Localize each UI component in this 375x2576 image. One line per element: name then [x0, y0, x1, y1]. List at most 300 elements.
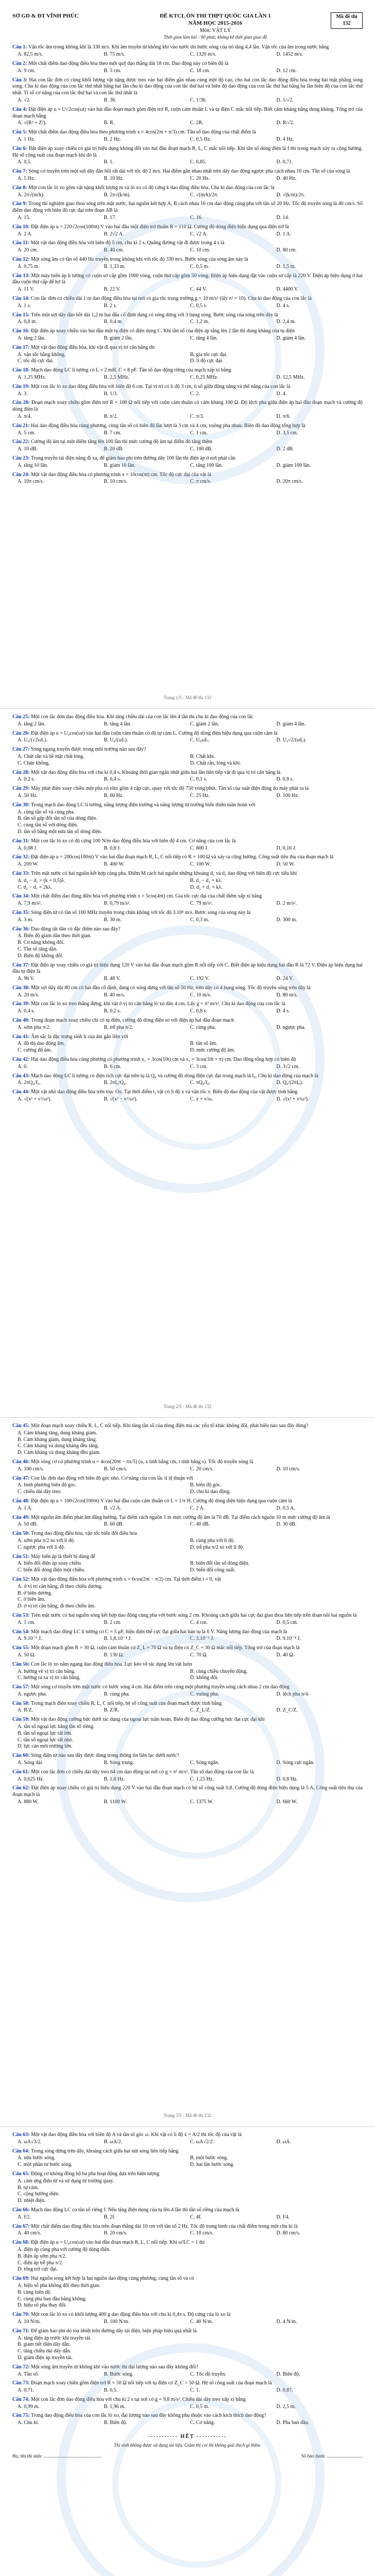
- answer-option[interactable]: D. 1 A.: [276, 231, 292, 237]
- answer-option[interactable]: A. 0,99 m.: [18, 2403, 40, 2410]
- answer-option[interactable]: C. d₂ − d₁ = 2kλ.: [18, 884, 53, 890]
- answer-option[interactable]: C. Tần số tăng dần.: [18, 946, 58, 952]
- answer-option[interactable]: A. 0,4 s.: [18, 1008, 35, 1014]
- answer-option[interactable]: C. cùng tần số với dòng điện.: [18, 822, 78, 828]
- answer-option[interactable]: A. 50 Hz.: [18, 792, 38, 799]
- answer-option[interactable]: C. cường độ âm.: [18, 1047, 52, 1054]
- answer-option[interactable]: B. cùng biên độ.: [18, 2289, 52, 2295]
- answer-option[interactable]: C. 0,5 s.: [190, 302, 208, 309]
- answer-option[interactable]: A. f/2.: [18, 2214, 31, 2220]
- answer-option[interactable]: C. 800 J.: [190, 845, 209, 851]
- answer-option[interactable]: D. Chất rắn, lỏng và khí.: [190, 760, 241, 766]
- answer-option[interactable]: A. 50 dB.: [18, 1521, 38, 1528]
- answer-option[interactable]: D. 50 W.: [276, 861, 295, 868]
- answer-option[interactable]: A. d₂ − d₁ = (k + 0,5)λ.: [18, 877, 65, 884]
- answer-option[interactable]: A. tăng 2 lần.: [18, 335, 46, 341]
- answer-option[interactable]: D. lực cản môi trường lớn.: [18, 1743, 73, 1750]
- answer-option[interactable]: D. 80 m/s.: [276, 992, 298, 998]
- answer-option[interactable]: C. 10 m/s.: [190, 992, 212, 998]
- answer-option[interactable]: B. 22 V.: [104, 286, 121, 293]
- answer-option[interactable]: B. 2 Hz.: [104, 137, 121, 143]
- answer-option[interactable]: B. điện áp sớm pha π/2.: [18, 2253, 67, 2259]
- answer-option[interactable]: A. 0.: [18, 1063, 28, 1070]
- answer-option[interactable]: B. U₀/(ωL).: [104, 737, 128, 743]
- answer-option[interactable]: C. U₀ωL.: [190, 737, 210, 743]
- answer-option[interactable]: C. πQ₀/I₀.: [190, 1080, 211, 1086]
- answer-option[interactable]: D. U₀√2/(ωL).: [276, 737, 306, 743]
- answer-option[interactable]: A. vận tốc bằng không.: [18, 351, 66, 358]
- answer-option[interactable]: B. d₂ − d₁ = kλ.: [190, 877, 223, 884]
- answer-option[interactable]: B. biến đổi tần số dòng điện.: [190, 1561, 249, 1567]
- answer-option[interactable]: B. cùng chiều chuyển động.: [190, 1668, 248, 1674]
- answer-option[interactable]: A. 2πQ₀/I₀.: [18, 1080, 41, 1086]
- answer-option[interactable]: A. tần số ngoại lực bằng tần số riêng.: [18, 1724, 95, 1730]
- answer-option[interactable]: B. 10 Hz.: [104, 176, 124, 182]
- answer-option[interactable]: D. tần số bằng một nửa tần số dòng điện.: [18, 828, 103, 835]
- answer-option[interactable]: D. 4 s.: [276, 302, 290, 309]
- answer-option[interactable]: B. tần số ngoại lực rất lớn.: [18, 1730, 73, 1736]
- answer-option[interactable]: D. ở vị trí cân bằng, đi theo chiều âm.: [18, 1603, 96, 1609]
- answer-option[interactable]: A. hiệu số pha không đổi theo thời gian.: [18, 2282, 100, 2289]
- answer-option[interactable]: A. 0,71.: [18, 2387, 35, 2394]
- answer-option[interactable]: D. Biên độ.: [276, 2371, 300, 2377]
- answer-option[interactable]: C. x + v/ω.: [190, 1096, 213, 1103]
- answer-option[interactable]: B. 1,8.10⁻⁴ J.: [104, 1636, 132, 1642]
- answer-option[interactable]: C. 20 Hz.: [190, 176, 210, 182]
- answer-option[interactable]: A. 0,75 m.: [18, 263, 40, 269]
- answer-option[interactable]: B. 48 V.: [104, 976, 121, 982]
- answer-option[interactable]: C. vuông pha.: [190, 1691, 219, 1697]
- answer-option[interactable]: C. √2 A.: [190, 231, 208, 237]
- answer-option[interactable]: B. R.: [104, 120, 115, 126]
- candidate-name-field[interactable]: Họ, tên thí sinh: ..................................................: [12, 2453, 101, 2459]
- answer-option[interactable]: D. giảm 4 lần.: [276, 335, 306, 341]
- answer-option[interactable]: A. 0,08 J.: [18, 845, 38, 851]
- answer-option[interactable]: C. tốc độ cực đại.: [18, 358, 54, 364]
- answer-option[interactable]: C. 100 dB.: [190, 446, 213, 452]
- answer-option[interactable]: B. 0,79 m/s².: [104, 901, 131, 907]
- answer-option[interactable]: C. 25 Hz.: [190, 792, 210, 799]
- answer-option[interactable]: C. 0,5 m.: [190, 263, 209, 269]
- answer-option[interactable]: C. 0,5 Hz.: [190, 137, 211, 143]
- answer-option[interactable]: D. 20π cm/s.: [276, 479, 303, 485]
- answer-option[interactable]: D. 40 Hz.: [276, 176, 297, 182]
- answer-option[interactable]: A. 880 W.: [18, 1799, 39, 1805]
- answer-option[interactable]: B. 2πI₀/Q₀.: [104, 1080, 127, 1086]
- answer-option[interactable]: C. 79 m/s².: [190, 901, 213, 907]
- answer-option[interactable]: A. 96 V.: [18, 976, 35, 982]
- answer-option[interactable]: C. 70 Ω.: [190, 1652, 208, 1658]
- answer-option[interactable]: C. Z_L/Z.: [190, 1707, 211, 1714]
- answer-option[interactable]: B. 60 dB.: [104, 1521, 124, 1528]
- answer-option[interactable]: B. gia tốc cực đại.: [190, 351, 228, 358]
- answer-option[interactable]: B. 20 dB.: [104, 446, 124, 452]
- answer-option[interactable]: C. 10 cm/s.: [190, 2230, 214, 2236]
- answer-option[interactable]: B. 20 cm/s.: [104, 2230, 128, 2236]
- answer-option[interactable]: C. Sóng ngắn.: [190, 1760, 219, 1766]
- answer-option[interactable]: C. 1 cm.: [190, 430, 208, 436]
- answer-option[interactable]: A. bình phương biên độ góc.: [18, 1482, 77, 1488]
- answer-option[interactable]: C. 2 A.: [190, 1505, 205, 1511]
- answer-option[interactable]: B. giảm 10 lần.: [104, 462, 135, 468]
- answer-option[interactable]: D. √(x² + v²ω²).: [276, 1096, 309, 1103]
- answer-option[interactable]: B. 0,4 m.: [104, 319, 123, 325]
- answer-option[interactable]: C. tăng chiều dài dây dẫn.: [18, 2348, 72, 2354]
- answer-option[interactable]: C. 1/36.: [190, 97, 207, 104]
- answer-option[interactable]: A. U₀/(√2ωL).: [18, 737, 48, 743]
- answer-option[interactable]: A. cảm ứng điện từ và sử dụng từ trường quay.: [18, 2178, 114, 2184]
- answer-option[interactable]: A. 40 cm/s.: [18, 2230, 42, 2236]
- answer-option[interactable]: B. cùng pha.: [104, 1691, 130, 1697]
- candidate-id-field[interactable]: Số báo danh: ...............................: [301, 2453, 363, 2459]
- answer-option[interactable]: A. 1 cm.: [18, 1619, 36, 1625]
- answer-option[interactable]: C. hướng ra xa vị trí cân bằng.: [18, 1675, 81, 1681]
- answer-option[interactable]: D. π/6.: [276, 413, 291, 419]
- answer-option[interactable]: A. đồ thị dao động âm.: [18, 1041, 65, 1047]
- answer-option[interactable]: D. 24 V.: [276, 976, 294, 982]
- answer-option[interactable]: C. 0,5 m.: [190, 2403, 209, 2410]
- answer-option[interactable]: D. Q₀/(2πI₀).: [276, 1080, 303, 1086]
- answer-option[interactable]: C. cùng pha ban đầu bằng không.: [18, 2296, 87, 2302]
- answer-option[interactable]: B. Cơ năng không đổi.: [18, 940, 64, 946]
- answer-option[interactable]: C. 0,3 m.: [190, 917, 209, 923]
- answer-option[interactable]: B. 1.: [104, 159, 114, 165]
- answer-option[interactable]: A. 9.10⁻⁵ J.: [18, 1636, 42, 1642]
- answer-option[interactable]: B. √(x² − v²/ω²).: [104, 1096, 138, 1103]
- answer-option[interactable]: D. không đổi.: [190, 1675, 218, 1681]
- answer-option[interactable]: C. chiều dài dây treo.: [18, 1489, 62, 1495]
- answer-option[interactable]: A. 200 W.: [18, 861, 39, 868]
- answer-option[interactable]: A. 0,625 Hz.: [18, 1776, 44, 1782]
- answer-option[interactable]: B. ở biên dương.: [18, 1590, 53, 1596]
- answer-option[interactable]: B. 400 W.: [104, 861, 125, 868]
- answer-option[interactable]: D. 40 Ω.: [276, 1652, 295, 1658]
- answer-option[interactable]: D. hai lần bước sóng.: [190, 2162, 234, 2168]
- answer-option[interactable]: D. 2 m/s².: [276, 901, 297, 907]
- answer-option[interactable]: A. 3.: [18, 391, 28, 397]
- answer-option[interactable]: C. 0,8 s.: [190, 1008, 208, 1014]
- answer-option[interactable]: C. 0,85.: [190, 159, 207, 165]
- answer-option[interactable]: A. π/4.: [18, 413, 32, 419]
- answer-option[interactable]: B. tần số âm.: [190, 1041, 217, 1047]
- answer-option[interactable]: C. 0,1 s.: [190, 776, 208, 783]
- answer-option[interactable]: C. Tốc độ truyền.: [190, 2371, 227, 2377]
- answer-option[interactable]: C. 192 V.: [190, 976, 210, 982]
- answer-option[interactable]: D. 4 Hz.: [276, 137, 294, 143]
- answer-option[interactable]: D. 3√2 cm.: [276, 1063, 300, 1070]
- answer-option[interactable]: A. 2π√(m/k).: [18, 192, 45, 198]
- answer-option[interactable]: D. giảm 4 lần.: [276, 721, 306, 727]
- answer-option[interactable]: C. tăng 4 lần.: [190, 335, 218, 341]
- answer-option[interactable]: A. 82,5 m/s.: [18, 52, 43, 58]
- answer-option[interactable]: D. 9.10⁻⁴ J.: [276, 1636, 301, 1642]
- answer-option[interactable]: D. 1,5 m.: [276, 263, 296, 269]
- answer-option[interactable]: D. 4 N/m.: [276, 2318, 297, 2325]
- answer-option[interactable]: A. 50 Ω.: [18, 1652, 36, 1658]
- answer-option[interactable]: C. Cảm kháng và dung kháng đều tăng.: [18, 1443, 99, 1449]
- answer-option[interactable]: C. √(m/k)/2π.: [190, 192, 218, 198]
- answer-option[interactable]: D. 660 W.: [276, 1799, 298, 1805]
- answer-option[interactable]: A. ở vị trí cân bằng, đi theo chiều dương.: [18, 1583, 103, 1589]
- answer-option[interactable]: B. 36.: [104, 97, 116, 104]
- answer-option[interactable]: C. 40 dB.: [190, 1521, 210, 1528]
- answer-option[interactable]: B. 1/3.: [104, 391, 118, 397]
- answer-option[interactable]: B. 40 m/s.: [104, 992, 125, 998]
- answer-option[interactable]: A. 10π cm/s.: [18, 479, 44, 485]
- answer-option[interactable]: B. một bước sóng.: [190, 2155, 228, 2161]
- answer-option[interactable]: A. Cảm kháng tăng, dung kháng giảm.: [18, 1430, 97, 1436]
- answer-option[interactable]: A. Chất rắn và bề mặt chất lỏng.: [18, 753, 84, 759]
- answer-option[interactable]: A. tăng điện áp trước khi truyền tải.: [18, 2335, 92, 2341]
- answer-option[interactable]: B. 2√2 A.: [104, 231, 124, 237]
- answer-option[interactable]: C. 0,25 MHz.: [190, 374, 218, 380]
- answer-option[interactable]: B. Cảm kháng giảm, dung kháng tăng.: [18, 1436, 97, 1443]
- answer-option[interactable]: A. 5 Hz.: [18, 176, 35, 182]
- answer-option[interactable]: A. 9 cm.: [18, 67, 36, 74]
- answer-option[interactable]: B. 2 s.: [104, 302, 117, 309]
- answer-option[interactable]: C. 3.10⁻⁵ J.: [190, 1636, 214, 1642]
- answer-option[interactable]: C. điện áp trễ pha π/2.: [18, 2260, 63, 2266]
- answer-option[interactable]: B. trễ pha π/2.: [104, 1024, 133, 1030]
- answer-option[interactable]: C. 16.: [190, 215, 203, 221]
- answer-option[interactable]: D. li độ cực đại.: [190, 358, 224, 364]
- answer-option[interactable]: C. 1375 W.: [190, 1799, 214, 1805]
- answer-option[interactable]: D. hiệu số pha thay đổi.: [18, 2302, 67, 2309]
- answer-option[interactable]: B. 3 cm.: [104, 67, 122, 74]
- answer-option[interactable]: A. 1 s.: [18, 302, 31, 309]
- answer-option[interactable]: C. tăng 100 lần.: [190, 462, 223, 468]
- answer-option[interactable]: B. 10 cm/s.: [104, 479, 128, 485]
- answer-option[interactable]: D. 0,8 Hz.: [276, 1776, 298, 1782]
- answer-option[interactable]: A. 10 dB.: [18, 446, 38, 452]
- answer-option[interactable]: B. 0,5.: [104, 2387, 118, 2394]
- answer-option[interactable]: A. Chu kì.: [18, 2420, 39, 2426]
- answer-option[interactable]: C. ngược pha với li độ.: [18, 1544, 65, 1550]
- answer-option[interactable]: D. 2,4 m.: [276, 319, 296, 325]
- answer-option[interactable]: D. 1/√2.: [276, 97, 294, 104]
- answer-option[interactable]: B. Bước sóng.: [104, 2371, 133, 2377]
- answer-option[interactable]: D. 100 Hz.: [276, 792, 299, 799]
- answer-option[interactable]: D. 30 dB.: [276, 1521, 297, 1528]
- answer-option[interactable]: B. 1,96 m.: [104, 2403, 126, 2410]
- answer-option[interactable]: C. 1320 m/s.: [190, 52, 217, 58]
- answer-option[interactable]: A. Biên độ giảm dần theo thời gian.: [18, 933, 92, 939]
- answer-option[interactable]: C. π/3.: [190, 413, 204, 419]
- answer-option[interactable]: C. tần số ngoại lực rất nhỏ.: [18, 1737, 74, 1743]
- answer-option[interactable]: A. 3 m.: [18, 917, 33, 923]
- answer-option[interactable]: C. 4f.: [190, 2214, 202, 2220]
- answer-option[interactable]: A. tăng 10 lần.: [18, 462, 48, 468]
- answer-option[interactable]: A. 20 cm.: [18, 247, 38, 253]
- answer-option[interactable]: A. 2 A.: [18, 231, 32, 237]
- answer-option[interactable]: D. √(k/m)/2π.: [276, 192, 305, 198]
- answer-option[interactable]: B. ωA/2.: [104, 2139, 123, 2145]
- answer-option[interactable]: C. biến đổi dòng điện một chiều.: [18, 1567, 86, 1573]
- answer-option[interactable]: B. π/2.: [104, 413, 118, 419]
- answer-option[interactable]: C. 3 cm.: [190, 1063, 208, 1070]
- answer-option[interactable]: A. 15.: [18, 215, 30, 221]
- answer-option[interactable]: A. ωA√3/2.: [18, 2139, 42, 2145]
- answer-option[interactable]: C. ở biên âm.: [18, 1597, 45, 1603]
- answer-option[interactable]: A. 7,9 m/s².: [18, 901, 42, 907]
- answer-option[interactable]: C. giảm 2 lần.: [190, 721, 219, 727]
- answer-option[interactable]: D. f/4.: [276, 2214, 290, 2220]
- answer-option[interactable]: C. cùng pha.: [190, 1024, 216, 1030]
- answer-option[interactable]: B. 40 cm.: [104, 247, 124, 253]
- answer-option[interactable]: D. 300 m.: [276, 917, 297, 923]
- answer-option[interactable]: B. biên độ góc.: [190, 1482, 221, 1488]
- answer-option[interactable]: A. 1 Hz.: [18, 137, 35, 143]
- answer-option[interactable]: B. 2π√(k/m).: [104, 192, 131, 198]
- answer-option[interactable]: A. 1 A.: [18, 1505, 32, 1511]
- answer-option[interactable]: A. ngược pha.: [18, 1691, 47, 1697]
- answer-option[interactable]: B. 7 cm.: [104, 430, 122, 436]
- answer-option[interactable]: B. 100 N/m.: [104, 2318, 129, 2325]
- answer-option[interactable]: D. 80 cm.: [276, 247, 297, 253]
- answer-option[interactable]: A. √(x² + v²/ω²).: [18, 1096, 52, 1103]
- answer-option[interactable]: D. biến đổi công suất.: [190, 1567, 235, 1573]
- answer-option[interactable]: D. 0,16 J.: [276, 845, 297, 851]
- answer-option[interactable]: B. 2 cm.: [104, 1619, 122, 1625]
- answer-option[interactable]: B. √2 A.: [104, 1505, 122, 1511]
- answer-option[interactable]: B. 17.: [104, 215, 116, 221]
- answer-option[interactable]: D. 12 cm.: [276, 67, 297, 74]
- answer-option[interactable]: A. Sóng dài.: [18, 1760, 43, 1766]
- answer-option[interactable]: A. Tần số.: [18, 2371, 39, 2377]
- answer-option[interactable]: C. Chân không.: [18, 760, 50, 766]
- answer-option[interactable]: C. 44 V.: [190, 286, 207, 293]
- answer-option[interactable]: D. 1452 m/s.: [276, 52, 303, 58]
- answer-option[interactable]: D. ngược pha.: [276, 1024, 306, 1030]
- answer-option[interactable]: B. giảm tiết diện dây dẫn.: [18, 2342, 71, 2348]
- answer-option[interactable]: D. 4400 V.: [276, 286, 299, 293]
- answer-option[interactable]: C. 18 cm.: [190, 67, 210, 74]
- answer-option[interactable]: B. tần số gấp đôi tần số của dòng điện.: [18, 816, 97, 822]
- answer-option[interactable]: C. 20 cm/s.: [190, 1466, 214, 1472]
- answer-option[interactable]: D. 0,5 A.: [276, 1505, 295, 1511]
- answer-option[interactable]: D. d₂ + d₁ = kλ.: [190, 884, 223, 890]
- answer-option[interactable]: B. 50 cm/s.: [104, 1466, 128, 1472]
- answer-option[interactable]: C. ωA√2/2.: [190, 2139, 214, 2145]
- answer-option[interactable]: A. 5 cm.: [18, 430, 36, 436]
- answer-option[interactable]: D. 4.: [276, 391, 287, 397]
- answer-option[interactable]: B. 2,5 MHz.: [104, 374, 130, 380]
- answer-option[interactable]: B. Sóng trung.: [104, 1760, 134, 1766]
- answer-option[interactable]: B. giảm 2 lần.: [104, 335, 133, 341]
- answer-option[interactable]: A. 0,5.: [18, 159, 32, 165]
- answer-option[interactable]: C. π cm/s.: [190, 479, 211, 485]
- answer-option[interactable]: C. 1,2 m.: [190, 319, 209, 325]
- answer-option[interactable]: C. một phần tư bước sóng.: [18, 2162, 73, 2168]
- answer-option[interactable]: A. sớm pha π/2.: [18, 1024, 50, 1030]
- answer-option[interactable]: B. 1,33 m.: [104, 263, 126, 269]
- answer-option[interactable]: D. ωA.: [276, 2139, 292, 2145]
- answer-option[interactable]: B. cùng pha với li độ.: [190, 1537, 235, 1544]
- answer-option[interactable]: B. 1,6 Hz.: [104, 1776, 125, 1782]
- answer-option[interactable]: A. tăng 2 lần.: [18, 721, 46, 727]
- answer-option[interactable]: C. 10 cm.: [190, 247, 210, 253]
- answer-option[interactable]: D. chu kì dao động.: [190, 1489, 231, 1495]
- answer-option[interactable]: C. cộng hưởng điện.: [18, 2191, 60, 2197]
- answer-option[interactable]: C. 2.: [190, 391, 200, 397]
- answer-option[interactable]: D. 2 dB.: [276, 446, 294, 452]
- answer-option[interactable]: D. nhiệt điện.: [18, 2198, 46, 2204]
- answer-option[interactable]: C. 1.: [190, 2387, 200, 2394]
- answer-option[interactable]: A. 1,25 MHz.: [18, 374, 46, 380]
- answer-option[interactable]: C. Cơ năng.: [190, 2420, 215, 2426]
- answer-option[interactable]: D. lệch pha π/4.: [276, 1691, 310, 1697]
- answer-option[interactable]: D. 80 cm/s.: [276, 2230, 300, 2236]
- answer-option[interactable]: D. mức cường độ âm.: [190, 1047, 235, 1054]
- answer-option[interactable]: D. 0,87.: [276, 2387, 293, 2394]
- answer-option[interactable]: D. R/√2.: [276, 120, 295, 126]
- answer-option[interactable]: D. Z_C/Z.: [276, 1707, 298, 1714]
- answer-option[interactable]: B. 1100 W.: [104, 1799, 127, 1805]
- answer-option[interactable]: D. 0,71.: [276, 159, 293, 165]
- answer-option[interactable]: D. 14.: [276, 215, 289, 221]
- answer-option[interactable]: C. 2R.: [190, 120, 203, 126]
- answer-option[interactable]: B. 75 m/s.: [104, 52, 125, 58]
- answer-option[interactable]: B. 60 Hz.: [104, 792, 124, 799]
- answer-option[interactable]: B. tăng 4 lần.: [104, 721, 132, 727]
- answer-option[interactable]: A. 10 N/m.: [18, 2318, 41, 2325]
- answer-option[interactable]: B. 0,2 s.: [104, 1008, 121, 1014]
- answer-option[interactable]: D. giảm 100 lần.: [276, 462, 311, 468]
- answer-option[interactable]: D. 0,5 cm.: [276, 1619, 298, 1625]
- answer-option[interactable]: A. hướng về vị trí cân bằng.: [18, 1668, 76, 1674]
- answer-option[interactable]: B. 0,4 s.: [104, 776, 121, 783]
- answer-option[interactable]: C. 1,25 Hz.: [190, 1776, 214, 1782]
- answer-option[interactable]: D. Pha ban đầu.: [276, 2420, 310, 2426]
- answer-option[interactable]: D. Biên độ không đổi.: [18, 953, 63, 959]
- answer-option[interactable]: B. Z/R.: [104, 1707, 120, 1714]
- answer-option[interactable]: A. biến đổi điện áp xoay chiều.: [18, 1561, 82, 1567]
- answer-option[interactable]: A. 0,8 m.: [18, 319, 37, 325]
- answer-option[interactable]: A. 100 cm/s.: [18, 1466, 44, 1472]
- answer-option[interactable]: D. 2,5 m.: [276, 2403, 296, 2410]
- answer-option[interactable]: A. √(R² + Z²).: [18, 120, 47, 126]
- answer-option[interactable]: A. 11 V.: [18, 286, 35, 293]
- answer-option[interactable]: B. tự cảm.: [18, 2184, 39, 2191]
- answer-option[interactable]: A. 20 m/s.: [18, 992, 39, 998]
- answer-option[interactable]: A. √2.: [18, 97, 31, 104]
- answer-option[interactable]: B. Biên độ.: [104, 2420, 128, 2426]
- answer-option[interactable]: B. Chất khí.: [190, 753, 215, 759]
- answer-option[interactable]: A. nửa bước sóng.: [18, 2155, 56, 2161]
- answer-option[interactable]: A. cùng tần số và cùng pha.: [18, 809, 75, 815]
- answer-option[interactable]: B. 2f.: [104, 2214, 115, 2220]
- answer-option[interactable]: B. 6 cm.: [104, 1063, 122, 1070]
- answer-option[interactable]: A. điện áp cùng pha với cường độ dòng điện.: [18, 2246, 111, 2252]
- answer-option[interactable]: C. 100 W.: [190, 861, 211, 868]
- answer-option[interactable]: B. 0,8 J.: [104, 845, 121, 851]
- answer-option[interactable]: A. sớm pha π/2 so với li độ.: [18, 1537, 75, 1544]
- answer-option[interactable]: D. Cảm kháng và dung kháng đều giảm.: [18, 1450, 101, 1456]
- answer-option[interactable]: D. 12,5 MHz.: [276, 374, 305, 380]
- answer-option[interactable]: D. trễ pha π/2 so với li độ.: [190, 1544, 245, 1550]
- answer-option[interactable]: B. 30 m.: [104, 917, 122, 923]
- answer-option[interactable]: D. tổng trở cực đại.: [18, 2266, 58, 2273]
- answer-option[interactable]: D. giảm điện áp truyền tải.: [18, 2354, 73, 2361]
- answer-option[interactable]: D. 0,8 s.: [276, 776, 294, 783]
- answer-option[interactable]: A. R/Z.: [18, 1707, 33, 1714]
- answer-option[interactable]: C. 4 cm.: [190, 1619, 208, 1625]
- answer-option[interactable]: D. 3,5 cm.: [276, 430, 298, 436]
- answer-option[interactable]: D. 10 cm/s.: [276, 1466, 300, 1472]
- answer-option[interactable]: A. 0,2 s.: [18, 776, 35, 783]
- answer-option[interactable]: B. 130 Ω.: [104, 1652, 124, 1658]
- answer-option[interactable]: C. 40 N/m.: [190, 2318, 213, 2325]
